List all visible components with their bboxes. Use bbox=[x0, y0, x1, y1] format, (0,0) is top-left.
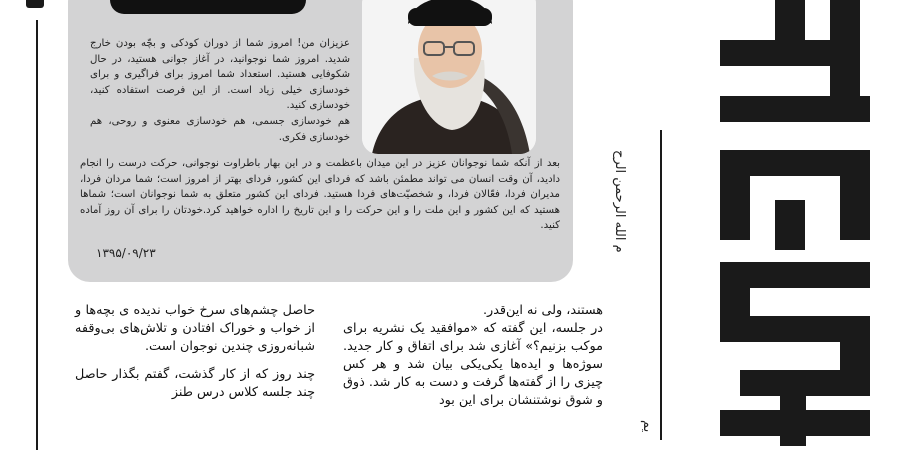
quote-date: ۱۳۹۵/۰۹/۲۳ bbox=[96, 246, 156, 260]
quote-paragraph-3: بعد از آنکه شما نوجوانان عزیز در این میدان باعظمت و در این بهار باطراوت نوجوانی، حرکت درست را انجام دادید، آن وقت انسان می تواند مطمئن باشد که فردای این کشور، فردای بهتر از امروز است؛ شما مردان فردا، مدیران فردا، فعّالان فردا، و شخصیّت‌های فردا هستید. فردای این کشور متعلق به شما نوجوانان است؛ شماها هستید که این کشور و این ملت را و این حرکت را و این تاریخ را اداره خواهید کرد.خودتان را برای آن روز آماده کنید. bbox=[80, 158, 560, 232]
corner-tab bbox=[26, 0, 44, 8]
bismillah-vertical bbox=[612, 150, 672, 300]
left-vertical-rule bbox=[36, 20, 38, 450]
portrait-illustration bbox=[362, 0, 536, 154]
leader-portrait bbox=[362, 0, 536, 154]
quote-paragraph-1: عزیزان من! امروز شما از دوران کودکی و بچّه بودن خارج شدید. امروز شما نوجوانید، در آغاز جوانی هستید، در حال شکوفایی هستید. استعداد شما امروز برای فراگیری و برای خودسازی خیلی زیاد است. از این فرصت استفاده کنید، خودسازی کنید. هم خودسازی جسمی، هم خودسازی معنوی و روحی، هم خودسازی فکری. bbox=[90, 38, 350, 143]
magazine-logo bbox=[680, 0, 900, 450]
article-paragraph: در جلسه، این گفته که «موافقید یک نشریه برای موکب بزنیم؟» آغازی شد برای اتفاق و کار جدید. سوژه‌ها و ایده‌ها یکی‌یکی بیان شد و هر کس چیزی را از گفته‌ها گرفت و دست به کار شد. ذوق و شوق نوشتنشان برای این بود bbox=[343, 321, 603, 408]
article-column-right bbox=[343, 302, 603, 420]
bismillah-text: م الله الرحمن الرح bbox=[612, 150, 627, 253]
quote-header-bar bbox=[110, 0, 306, 14]
article-column-left bbox=[75, 302, 315, 412]
article-paragraph: حاصل چشم‌های سرخ خواب ندیده ی بچه‌ها و از خواب و خوراک افتادن و تلاش‌های بی‌وقفه شبانه‌روزی چندین نوجوان است. bbox=[75, 303, 315, 354]
bismillah-end: یم bbox=[640, 420, 655, 433]
article-paragraph: چند روز که از کار گذشت، گفتم بگذار حاصل چند جلسه کلاس درس طنز bbox=[75, 367, 315, 400]
article-paragraph: هستند، ولی نه این‌قدر. bbox=[482, 303, 603, 318]
